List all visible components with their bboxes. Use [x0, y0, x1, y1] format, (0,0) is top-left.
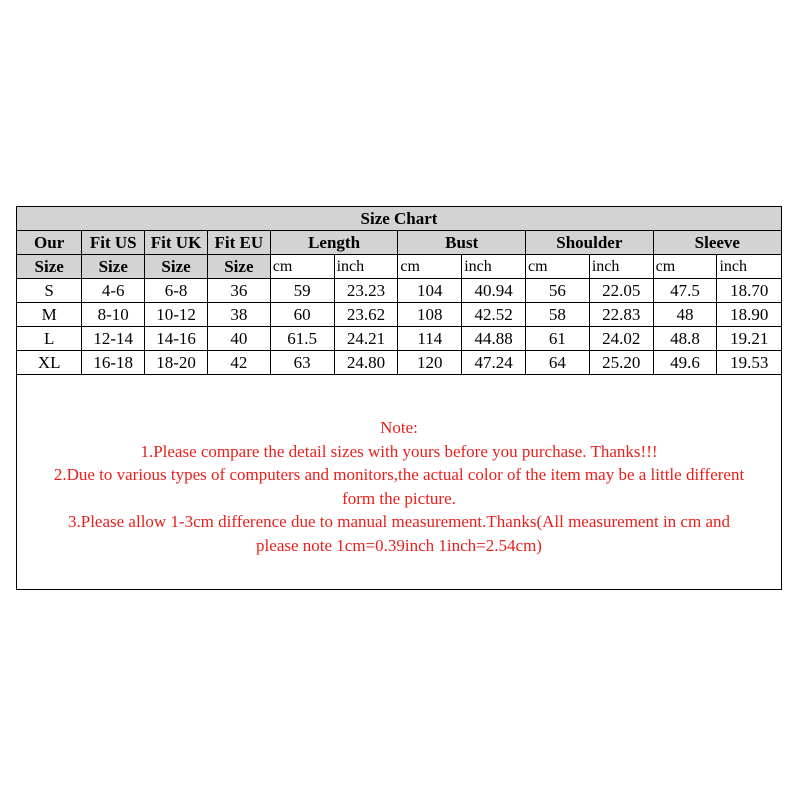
unit-length-cm: cm	[270, 255, 334, 279]
note-heading: Note:	[380, 418, 418, 437]
table-row	[17, 327, 781, 351]
cell-sleeve-inch: 19.53	[717, 351, 781, 375]
cell-length-cm: 59	[270, 279, 334, 303]
cell-length-inch: 24.21	[334, 327, 398, 351]
cell-shoulder-cm: 56	[526, 279, 590, 303]
header-length: Length	[270, 231, 398, 255]
cell-bust-inch: 40.94	[462, 279, 526, 303]
cell-length-cm: 61.5	[270, 327, 334, 351]
unit-shoulder-inch: inch	[589, 255, 653, 279]
cell-fit-eu: 42	[207, 351, 270, 375]
cell-length-inch: 24.80	[334, 351, 398, 375]
cell-bust-inch: 42.52	[462, 303, 526, 327]
cell-shoulder-cm: 61	[526, 327, 590, 351]
size-table	[17, 207, 781, 375]
unit-bust-inch: inch	[462, 255, 526, 279]
cell-fit-eu: 40	[207, 327, 270, 351]
cell-sleeve-inch: 18.90	[717, 303, 781, 327]
table-row	[17, 279, 781, 303]
cell-length-inch: 23.62	[334, 303, 398, 327]
title-row	[17, 207, 781, 231]
cell-fit-uk: 18-20	[145, 351, 208, 375]
cell-shoulder-inch: 22.83	[589, 303, 653, 327]
cell-shoulder-inch: 24.02	[589, 327, 653, 351]
unit-bust-cm: cm	[398, 255, 462, 279]
note-line-2-cont: form the picture.	[342, 488, 456, 508]
unit-sleeve-inch: inch	[717, 255, 781, 279]
table-row	[17, 351, 781, 375]
cell-fit-us: 8-10	[82, 303, 145, 327]
cell-bust-cm: 120	[398, 351, 462, 375]
cell-fit-uk: 14-16	[145, 327, 208, 351]
cell-shoulder-inch: 22.05	[589, 279, 653, 303]
header-fit-us-sub: Size	[82, 255, 145, 279]
cell-sleeve-inch: 19.21	[717, 327, 781, 351]
cell-bust-inch: 47.24	[462, 351, 526, 375]
header-fit-uk: Fit UK	[145, 231, 208, 255]
header-fit-us: Fit US	[82, 231, 145, 255]
header-shoulder: Shoulder	[526, 231, 654, 255]
cell-fit-uk: 6-8	[145, 279, 208, 303]
cell-our-size: S	[17, 279, 82, 303]
cell-shoulder-cm: 58	[526, 303, 590, 327]
note-line-2: 2.Due to various types of computers and monitors,the actual color of the item may be a little different	[53, 465, 745, 484]
note-line-1: 1.Please compare the detail sizes with yours before you purchase. Thanks!!!	[140, 441, 658, 461]
cell-sleeve-cm: 47.5	[653, 279, 717, 303]
cell-sleeve-cm: 48	[653, 303, 717, 327]
note-line-3: 3.Please allow 1-3cm difference due to manual measurement.Thanks(All measurement in cm and	[68, 512, 730, 531]
cell-bust-cm: 104	[398, 279, 462, 303]
cell-fit-eu: 36	[207, 279, 270, 303]
cell-fit-eu: 38	[207, 303, 270, 327]
cell-fit-us: 16-18	[82, 351, 145, 375]
cell-our-size: L	[17, 327, 82, 351]
header-fit-eu-sub: Size	[207, 255, 270, 279]
cell-bust-cm: 114	[398, 327, 462, 351]
cell-sleeve-cm: 49.6	[653, 351, 717, 375]
header-our-size: Our	[17, 231, 82, 255]
cell-sleeve-cm: 48.8	[653, 327, 717, 351]
size-chart	[16, 206, 782, 590]
unit-length-inch: inch	[334, 255, 398, 279]
cell-fit-us: 4-6	[82, 279, 145, 303]
header-sleeve: Sleeve	[653, 231, 781, 255]
cell-our-size: M	[17, 303, 82, 327]
table-title: Size Chart	[17, 207, 781, 231]
header-fit-eu: Fit EU	[207, 231, 270, 255]
table-row	[17, 303, 781, 327]
header-our-size-sub: Size	[17, 255, 82, 279]
cell-our-size: XL	[17, 351, 82, 375]
cell-shoulder-cm: 64	[526, 351, 590, 375]
notes-section	[17, 382, 781, 589]
header-row-1	[17, 231, 781, 255]
cell-bust-inch: 44.88	[462, 327, 526, 351]
header-fit-uk-sub: Size	[145, 255, 208, 279]
cell-length-cm: 63	[270, 351, 334, 375]
header-row-2	[17, 255, 781, 279]
header-bust: Bust	[398, 231, 526, 255]
note-line-3-cont: please note 1cm=0.39inch 1inch=2.54cm)	[256, 535, 542, 555]
cell-length-inch: 23.23	[334, 279, 398, 303]
cell-fit-uk: 10-12	[145, 303, 208, 327]
cell-length-cm: 60	[270, 303, 334, 327]
cell-bust-cm: 108	[398, 303, 462, 327]
cell-sleeve-inch: 18.70	[717, 279, 781, 303]
cell-fit-us: 12-14	[82, 327, 145, 351]
unit-shoulder-cm: cm	[526, 255, 590, 279]
unit-sleeve-cm: cm	[653, 255, 717, 279]
cell-shoulder-inch: 25.20	[589, 351, 653, 375]
